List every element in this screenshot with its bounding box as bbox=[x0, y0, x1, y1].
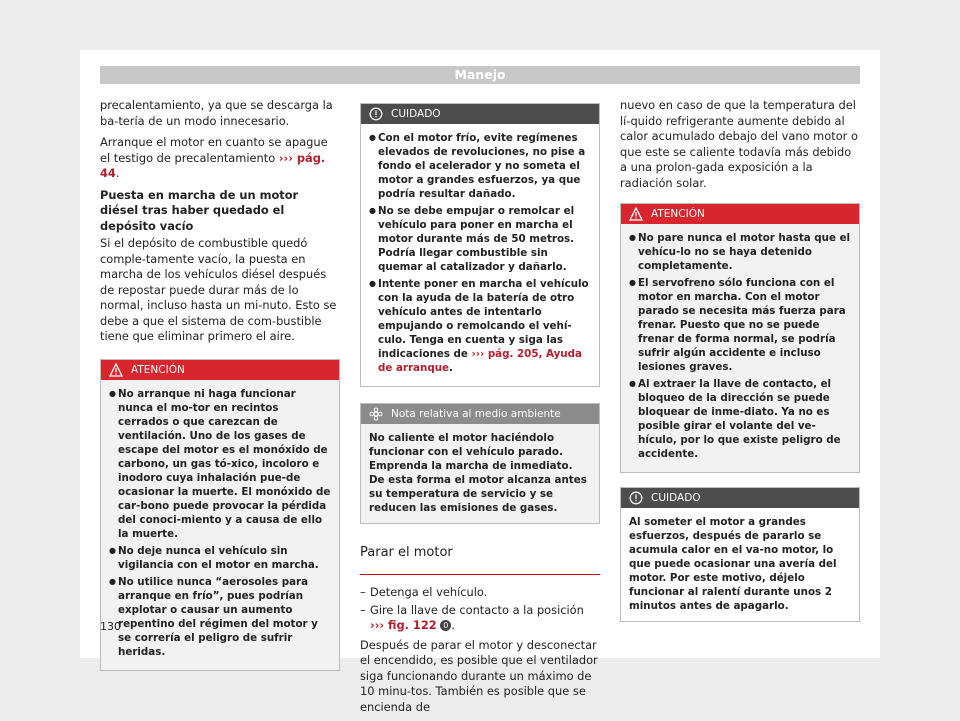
warning-triangle-icon bbox=[109, 363, 123, 377]
info-circle-icon bbox=[369, 107, 383, 121]
paragraph: Arranque el motor en cuanto se apague el testigo de precalentamiento ››› pág. 44. bbox=[100, 135, 328, 180]
page-header: Manejo bbox=[100, 66, 860, 84]
warning-header: ATENCIÓN bbox=[101, 360, 339, 380]
paragraph: nuevo en caso de que la temperatura del lí-quido refrigerante aumente debido al calor acumulado debajo del vano motor o que este se caliente todavía más debido a una prolon-gada exposición a la radiación solar. bbox=[620, 98, 858, 190]
caution-box bbox=[620, 487, 860, 622]
list-item: ● Con el motor frío, evite regímenes elevados de revoluciones, no pise a fondo el acelerador y no someta el motor a grandes esfuerzos, ya que podría resultar dañado. bbox=[369, 131, 591, 201]
list-item: ● No se debe empujar o remolcar el vehículo para poner en marcha el motor durante más de 50 metros. Podría llegar combustible sin quemar al catalizador y dañarlo. bbox=[369, 204, 591, 274]
caution-header: CUIDADO bbox=[361, 104, 599, 124]
column-right bbox=[620, 98, 860, 622]
caution-text: Al someter el motor a grandes esfuerzos, después de pararlo se acumula calor en el va-no motor, lo que puede ocasionar una avería del motor. Por este motivo, déjelo funcionar al ralentí durante unos 2 minutos antes de apagarlo. bbox=[629, 516, 837, 612]
warning-header: ATENCIÓN bbox=[621, 204, 859, 224]
warning-box bbox=[620, 203, 860, 473]
figure-reference-link[interactable]: ››› fig. 122 bbox=[370, 618, 437, 632]
steps-list bbox=[360, 585, 600, 634]
list-item: ● El servofreno sólo funciona con el motor en marcha. Con el motor parado se necesita más fuerza para frenar. Puesto que no se puede frenar de forma normal, se podría sufrir algún accidente e incluso lesiones graves. bbox=[629, 276, 851, 374]
position-badge: 0 bbox=[440, 620, 451, 631]
list-item: ● Al extraer la llave de contacto, el bloqueo de la dirección se puede bloquear de inme-diato. Ya no es posible girar el volante del ve-hículo, por lo que existe peligro de accidente. bbox=[629, 377, 851, 461]
paragraph: Si el depósito de combustible quedó comple-tamente vacío, la puesta en marcha de los vehículos diésel después de repostar puede durar más de lo normal, incluso hasta un mi-nuto. Esto se debe a que el sistema de com-bustible tiene que eliminar primero el aire. bbox=[100, 236, 337, 343]
list-item: ● No utilice nunca “aerosoles para arranque en frío”, pues podrían explotar o causar un aumento repentino del régimen del motor y se correría el peligro de sufrir heridas. bbox=[109, 575, 331, 659]
paragraph: Después de parar el motor y desconectar el encendido, es posible que el ventilador siga funcionando durante un máximo de 10 minu-tos. También es posible que se encienda de bbox=[360, 637, 598, 714]
warning-box bbox=[100, 359, 340, 671]
column-left bbox=[100, 98, 340, 671]
page-number: 130 bbox=[100, 620, 121, 633]
page-reference-link[interactable]: ››› pág. 44 bbox=[100, 150, 326, 180]
environment-note-text: No caliente el motor haciéndolo funcionar con el vehículo parado. Emprenda la marcha de inmediato. De esta forma el motor alcanza antes su temperatura de servicio y se reducen las emisiones de gases. bbox=[361, 424, 599, 523]
environment-note-header: Nota relativa al medio ambiente bbox=[361, 404, 599, 424]
subheading: Puesta en marcha de un motor diésel tras haber quedado el depósito vacío bbox=[100, 187, 299, 233]
environment-note-box bbox=[360, 403, 600, 524]
caution-header: CUIDADO bbox=[621, 488, 859, 508]
list-item: ● Intente poner en marcha el vehículo con la ayuda de la batería de otro vehículo antes de intentarlo empujando o remolcando el vehí-culo. Tenga en cuenta y siga las indicaciones de ››› pág. 205, Ayuda de arranque. bbox=[369, 277, 591, 375]
list-item: ● No pare nunca el motor hasta que el vehícu-lo no se haya detenido completamente. bbox=[629, 231, 851, 273]
warning-triangle-icon bbox=[629, 207, 643, 221]
column-middle bbox=[360, 103, 600, 721]
page-reference-link[interactable]: ››› pág. 205, Ayuda de arranque bbox=[378, 348, 582, 374]
step-item: – Gire la llave de contacto a la posición ››› fig. 122 0 . bbox=[360, 603, 600, 634]
section-title: Parar el motor bbox=[360, 538, 600, 575]
step-item: – Detenga el vehículo. bbox=[360, 585, 600, 601]
list-item: ● No arranque ni haga funcionar nunca el mo-tor en recintos cerrados o que carezcan de ventilación. Uno de los gases de escape del motor es el monóxido de carbono, un gas tó-xico, incoloro e inodoro cuya inhalación pue-de ocasionar la muerte. El monóxido de car-bono puede provocar la pérdida del conoci-miento y a causa de ello la muerte. bbox=[109, 387, 331, 541]
caution-box bbox=[360, 103, 600, 387]
list-item: ● No deje nunca el vehículo sin vigilancia con el motor en marcha. bbox=[109, 544, 331, 572]
info-circle-icon bbox=[629, 491, 643, 505]
environment-icon bbox=[369, 407, 383, 421]
paragraph: precalentamiento, ya que se descarga la ba-tería de un modo innecesario. bbox=[100, 98, 333, 128]
